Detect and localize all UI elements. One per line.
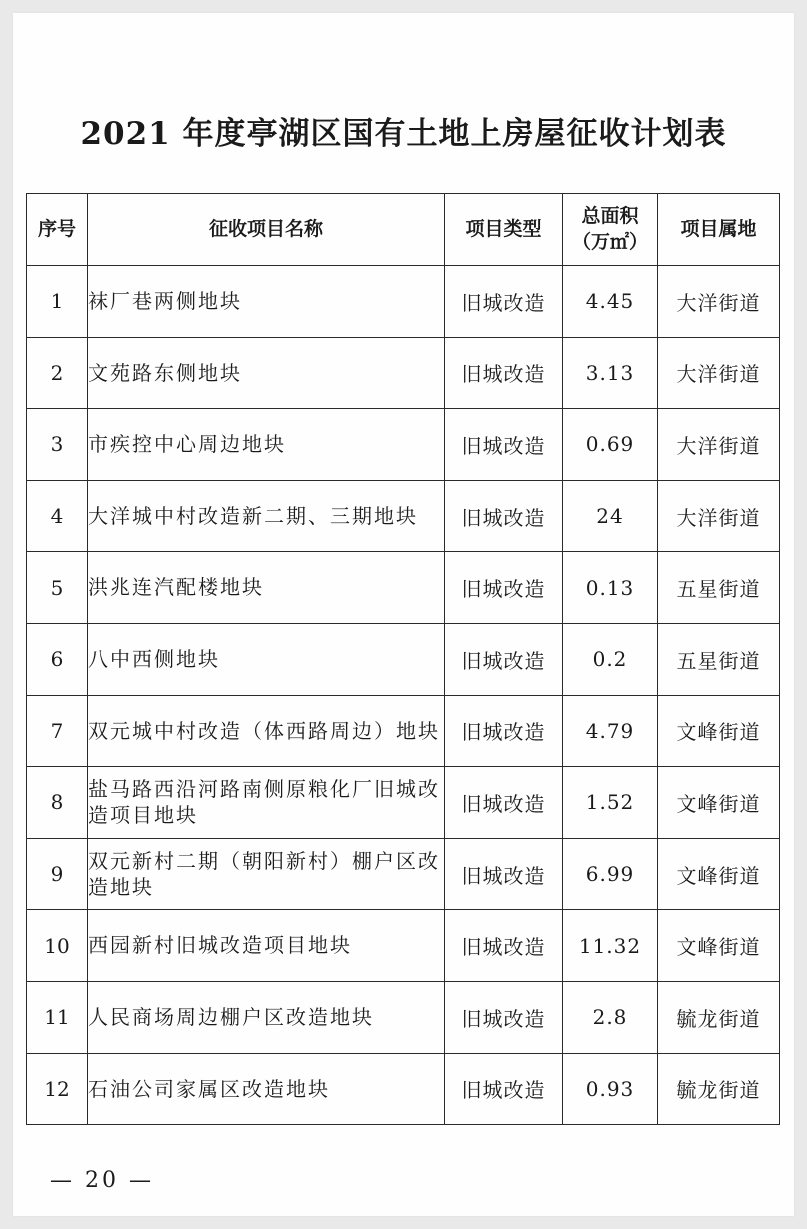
row-number: 10 <box>27 910 88 982</box>
project-location: 文峰街道 <box>658 910 780 982</box>
total-area: 4.79 <box>563 695 658 767</box>
total-area: 2.8 <box>563 981 658 1053</box>
project-location: 大洋街道 <box>658 409 780 481</box>
table-row <box>27 981 780 1053</box>
page-number: — 20 — <box>50 1168 154 1193</box>
header-area-unit: （万㎡） <box>571 230 648 253</box>
project-name: 大洋城中村改造新二期、三期地块 <box>88 480 445 552</box>
total-area: 0.13 <box>563 552 658 624</box>
project-name: 袜厂巷两侧地块 <box>88 266 445 338</box>
project-name: 石油公司家属区改造地块 <box>88 1053 445 1125</box>
project-type: 旧城改造 <box>445 910 563 982</box>
header-type: 项目类型 <box>445 194 563 266</box>
project-type: 旧城改造 <box>445 838 563 910</box>
table-row <box>27 910 780 982</box>
project-location: 文峰街道 <box>658 838 780 910</box>
project-location: 文峰街道 <box>658 767 780 839</box>
table-row <box>27 767 780 839</box>
expropriation-plan-table <box>26 193 780 1125</box>
total-area: 0.93 <box>563 1053 658 1125</box>
project-name: 双元城中村改造（体西路周边）地块 <box>88 695 445 767</box>
row-number: 6 <box>27 623 88 695</box>
project-type: 旧城改造 <box>445 552 563 624</box>
project-type: 旧城改造 <box>445 767 563 839</box>
project-name: 西园新村旧城改造项目地块 <box>88 910 445 982</box>
project-type: 旧城改造 <box>445 623 563 695</box>
total-area: 4.45 <box>563 266 658 338</box>
project-type: 旧城改造 <box>445 695 563 767</box>
project-location: 五星街道 <box>658 552 780 624</box>
table-row <box>27 838 780 910</box>
table-row <box>27 337 780 409</box>
project-name: 人民商场周边棚户区改造地块 <box>88 981 445 1053</box>
row-number: 4 <box>27 480 88 552</box>
project-type: 旧城改造 <box>445 409 563 481</box>
project-type: 旧城改造 <box>445 337 563 409</box>
header-area-label: 总面积 <box>581 204 639 227</box>
project-location: 五星街道 <box>658 623 780 695</box>
header-location: 项目属地 <box>658 194 780 266</box>
row-number: 8 <box>27 767 88 839</box>
total-area: 11.32 <box>563 910 658 982</box>
project-location: 大洋街道 <box>658 480 780 552</box>
project-type: 旧城改造 <box>445 981 563 1053</box>
total-area: 24 <box>563 480 658 552</box>
project-location: 大洋街道 <box>658 337 780 409</box>
total-area: 0.2 <box>563 623 658 695</box>
total-area: 1.52 <box>563 767 658 839</box>
row-number: 3 <box>27 409 88 481</box>
project-name: 双元新村二期（朝阳新村）棚户区改造地块 <box>88 838 445 910</box>
table-row <box>27 552 780 624</box>
project-type: 旧城改造 <box>445 480 563 552</box>
row-number: 2 <box>27 337 88 409</box>
table-row <box>27 409 780 481</box>
total-area: 3.13 <box>563 337 658 409</box>
table-row <box>27 695 780 767</box>
header-area <box>563 194 658 266</box>
project-location: 毓龙街道 <box>658 1053 780 1125</box>
project-name: 八中西侧地块 <box>88 623 445 695</box>
row-number: 7 <box>27 695 88 767</box>
row-number: 9 <box>27 838 88 910</box>
row-number: 12 <box>27 1053 88 1125</box>
project-type: 旧城改造 <box>445 266 563 338</box>
table-row <box>27 1053 780 1125</box>
project-location: 文峰街道 <box>658 695 780 767</box>
project-location: 大洋街道 <box>658 266 780 338</box>
project-name: 文苑路东侧地块 <box>88 337 445 409</box>
document-title: 2021 年度亭湖区国有土地上房屋征收计划表 <box>80 116 727 152</box>
project-type: 旧城改造 <box>445 1053 563 1125</box>
project-location: 毓龙街道 <box>658 981 780 1053</box>
total-area: 6.99 <box>563 838 658 910</box>
row-number: 5 <box>27 552 88 624</box>
project-name: 盐马路西沿河路南侧原粮化厂旧城改造项目地块 <box>88 767 445 839</box>
row-number: 11 <box>27 981 88 1053</box>
table-row <box>27 266 780 338</box>
project-name: 市疾控中心周边地块 <box>88 409 445 481</box>
total-area: 0.69 <box>563 409 658 481</box>
table-row <box>27 480 780 552</box>
table-row <box>27 623 780 695</box>
header-name: 征收项目名称 <box>88 194 445 266</box>
table-header-row <box>27 194 780 266</box>
project-name: 洪兆连汽配楼地块 <box>88 552 445 624</box>
row-number: 1 <box>27 266 88 338</box>
header-no: 序号 <box>27 194 88 266</box>
